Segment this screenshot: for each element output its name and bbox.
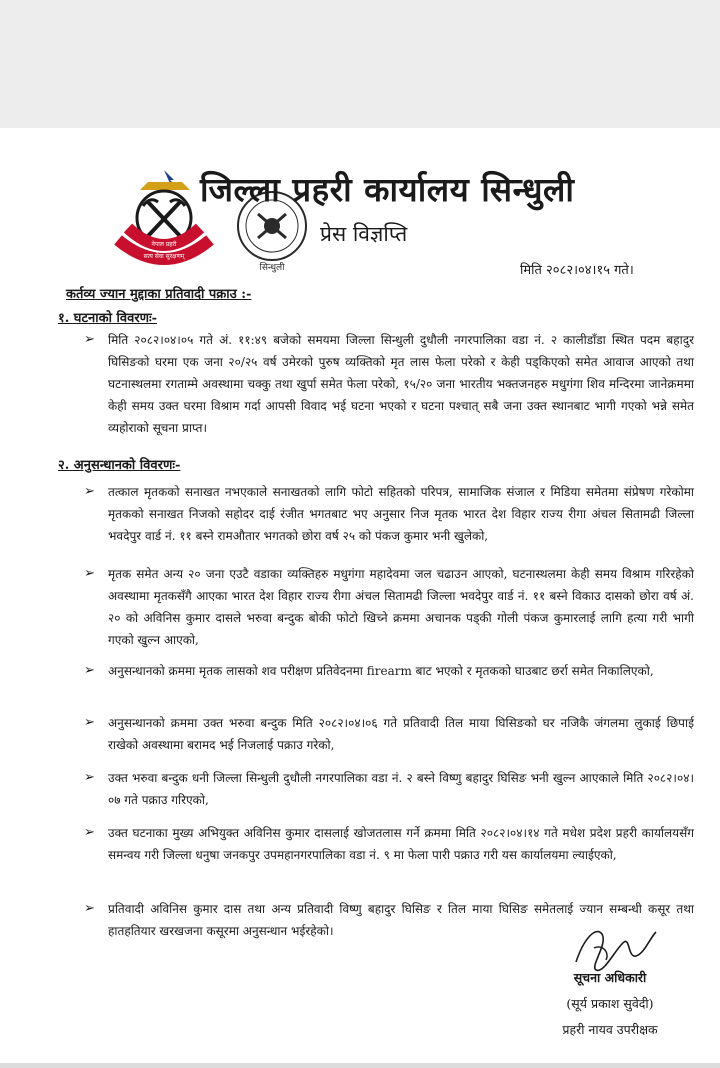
arrow-bullet-icon: ➢	[84, 901, 95, 916]
section-investigation-heading: २. अनुसन्धानको विवरणः-	[58, 458, 181, 473]
emblem-text-bottom: सत्य सेवा सुरक्षणम्	[143, 253, 185, 260]
list-item	[84, 822, 694, 866]
list-item	[84, 712, 694, 756]
bottom-margin	[0, 1063, 720, 1068]
arrow-bullet-icon: ➢	[84, 770, 95, 785]
list-item-text: तत्काल मृतकको सनाखत नभएकाले सनाखतको लागि फोटो सहितको परिपत्र, सामाजिक संजाल र मिडिया समेतमा संप्रेषण गरेकोमा मृतकको सनाखत निजको सहोदर दाई रंजीत भगतबाट भए अनुसार निज मृतक भारत देश विहार राज्य रीगा अंचल सितामढी जिल्ला भवदेपुर वार्ड नं. ११ बस्ने रामऔतार भगतको छोरा वर्ष २५ को पंकज कुमार भनी खुलेको,	[108, 485, 694, 543]
subject-line: कर्तव्य ज्यान मुद्दाका प्रतिवादी पक्राउ :-	[66, 287, 252, 302]
release-date: मिति २०८२।०४।१५ गते।	[520, 263, 634, 278]
section-incident-heading: १. घटनाको विवरणः-	[58, 311, 158, 326]
press-release-title: प्रेस विज्ञप्ति	[320, 222, 408, 246]
arrow-bullet-icon: ➢	[84, 825, 95, 840]
signatory-block	[540, 965, 680, 1043]
arrow-bullet-icon: ➢	[84, 332, 95, 347]
arrow-bullet-icon: ➢	[84, 663, 95, 678]
seal-text: सिन्धुली	[259, 263, 285, 273]
signatory-rank: प्रहरी नायव उपरीक्षक	[562, 1022, 658, 1037]
signatory-name: (सूर्य प्रकाश सुवेदी)	[566, 996, 654, 1011]
list-item-text: मृतक समेत अन्य २० जना एउटै वडाका व्यक्तिहरु मधुगंगा महादेवमा जल चढाउन आएको, घटनास्थलमा केही समय विश्राम गरिरहेको अवस्थामा मृतकसँगै आएका भारत देश विहार राज्य रीगा अंचल सितामढी जिल्ला भवदेपुर वार्ड नं. ११ बस्ने विकाउ दासको छोरा वर्ष अं. २० को अविनिस कुमार दासले भरुवा बन्दुक बोकी फोटो खिच्ने क्रममा अचानक पड्की गोली पंकज कुमारलाई लागि हत्या गरी भागी गएको खुल्न आएको,	[108, 567, 694, 647]
signatory-title: सूचना अधिकारी	[573, 970, 647, 985]
office-title: जिल्ला प्रहरी कार्यालय सिन्धुली	[200, 170, 575, 209]
list-item-text: मिति २०८२।०४।०५ गते अं. ११:४९ बजेको समयमा जिल्ला सिन्धुली दुधौली नगरपालिका वडा नं. २ कालीडाँडा स्थित पदम बहादुर घिसिङको घरमा एक जना २०/२५ वर्ष उमेरको पुरुष व्यक्तिको मृत लास फेला परेको र केही पड्किएको समेत आवाज आएको तथा घटनास्थलमा रगताम्मे अवस्थामा चक्कु तथा खुर्पा समेत फेला परेको, १५/२० जना भारतीय भक्तजनहरु मधुगंगा शिव मन्दिरमा जानेक्रममा केही समय उक्त घरमा विश्राम गर्दा आपसी विवाद भई घटना भएको र घटना पश्चात् सबै जना उक्त स्थानबाट भागी गएको भन्ने समेत व्यहोराको सूचना प्राप्त।	[108, 333, 694, 435]
arrow-bullet-icon: ➢	[84, 715, 95, 730]
arrow-bullet-icon: ➢	[84, 484, 95, 499]
top-margin	[0, 0, 720, 128]
list-item-text: उक्त घटनाका मुख्य अभियुक्त अविनिस कुमार दासलाई खोजतलास गर्ने क्रममा मिति २०८२।०४।१४ गते मधेश प्रदेश प्रहरी कार्यालयसँग समन्वय गरी जिल्ला धनुषा जनकपुर उपमहानगरपालिका वडा नं. ९ मा फेला पारी पक्राउ गरी यस कार्यालयमा ल्याईएको,	[108, 826, 694, 862]
list-item-text: अनुसन्धानको क्रममा मृतक लासको शव परीक्षण प्रतिवेदनमा firearm बाट भएको र मृतकको घाउबाट छर्रा समेत निकालिएको,	[108, 664, 654, 678]
list-item	[84, 563, 694, 651]
list-item	[84, 767, 694, 811]
list-item-text: प्रतिवादी अविनिस कुमार दास तथा अन्य प्रतिवादी विष्णु बहादुर घिसिङ र तिल माया घिसिङ समेतलाई ज्यान सम्बन्धी कसूर तथा हातहतियार खरखजना कसूरमा अनुसन्धान भईरहेको।	[108, 902, 694, 938]
arrow-bullet-icon: ➢	[84, 566, 95, 581]
emblem-text-top: नेपाल प्रहरी	[151, 241, 177, 248]
list-item	[84, 660, 694, 682]
list-item-text: अनुसन्धानको क्रममा उक्त भरुवा बन्दुक मिति २०८२।०४।०६ गते प्रतिवादी तिल माया घिसिङको घर नजिकै जंगलमा लुकाई छिपाई राखेको अवस्थामा बरामद भई निजलाई पक्राउ गरेको,	[108, 716, 694, 752]
list-item	[84, 329, 694, 439]
list-item-text: उक्त भरुवा बन्दुक धनी जिल्ला सिन्धुली दुधौली नगरपालिका वडा नं. २ बस्ने विष्णु बहादुर घिसिङ भनी खुल्न आएकाले मिति २०८२।०४।०७ गते पक्राउ गरिएको,	[108, 771, 694, 807]
list-item	[84, 481, 694, 547]
